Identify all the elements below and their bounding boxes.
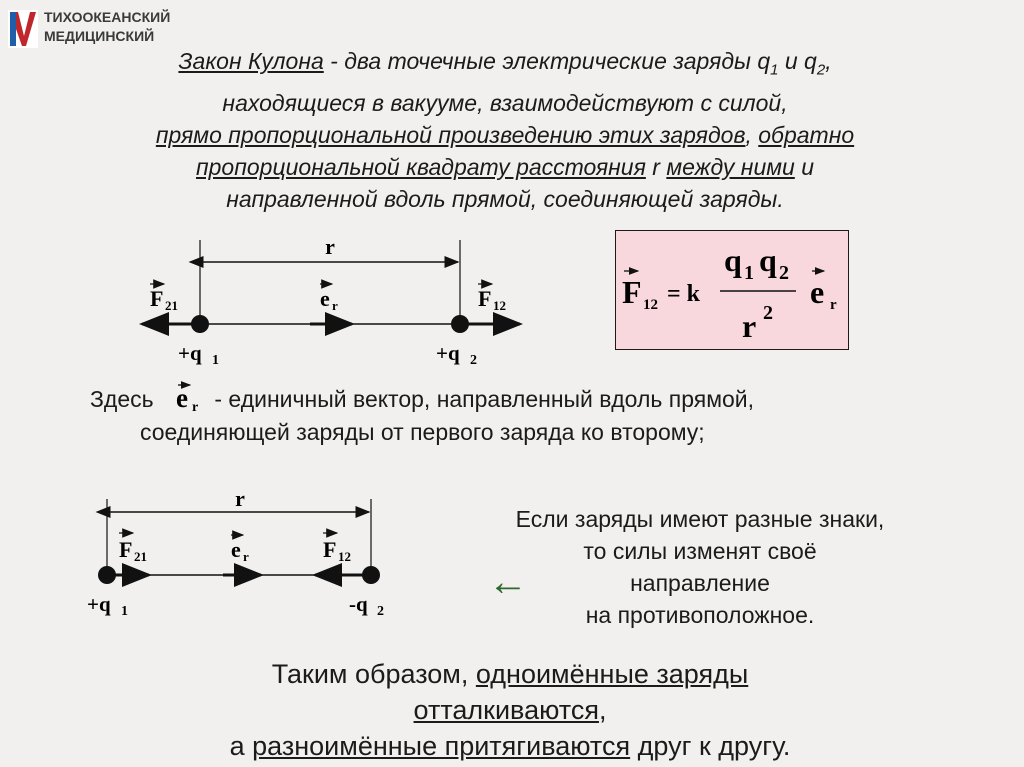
label-q1-2 (87, 592, 128, 619)
svg-text:e: e (320, 286, 330, 311)
logo-line1: ТИХООКЕАНСКИЙ (44, 9, 171, 25)
svg-text:-q: -q (349, 592, 368, 616)
svg-text:F: F (478, 286, 492, 311)
note-line-1: Если заряды имеют разные знаки, (515, 506, 885, 532)
formula-e-sub: r (830, 297, 837, 313)
r-label: r (325, 234, 335, 259)
formula-f-sub: 12 (643, 297, 658, 313)
svg-text:+q: +q (436, 341, 460, 365)
coulomb-formula (615, 230, 849, 350)
svg-text:r: r (332, 298, 338, 313)
svg-text:e: e (175, 383, 188, 411)
formula-q1: q (724, 242, 742, 278)
intro-line-3: прямо пропорциональной произведению этих зарядов, обратно (155, 121, 855, 148)
svg-text:r: r (191, 400, 199, 411)
svg-text:r: r (243, 549, 249, 564)
label-er (320, 284, 338, 313)
label-f21-2 (119, 533, 147, 564)
svg-text:+q: +q (87, 592, 111, 616)
conclusion-text (60, 656, 960, 764)
svg-text:F: F (119, 537, 133, 562)
term-coulomb-law: Закон Кулона (178, 48, 324, 74)
here-line-1: Здесь e r - единичный вектор, направленный вдоль прямой, (90, 381, 970, 416)
svg-text:2: 2 (377, 604, 384, 619)
arrow-left-icon: ← (488, 560, 528, 604)
intro-line-1: Закон Кулона - два точечные электрические заряды $q_1$ и $q_2$, (178, 48, 832, 79)
here-line-2: соединяющей заряды от первого заряда ко второму; (140, 419, 705, 445)
logo (6, 6, 181, 50)
label-f12 (478, 284, 506, 313)
charge-q2-dot-2 (362, 566, 380, 584)
intro-line-4: пропорциональной квадрату расстояния r между ними и (195, 153, 814, 180)
r2-label: r (235, 486, 245, 511)
unit-vector-note (90, 381, 970, 449)
formula-eq-k: = k (667, 281, 701, 307)
formula-r-exp: 2 (763, 302, 773, 324)
svg-text:1: 1 (744, 262, 754, 284)
charge-q1-dot-2 (98, 566, 116, 584)
conclusion-line-1: Таким образом, одноимённые заряды (271, 659, 749, 689)
formula-e: e (810, 274, 825, 310)
opposite-signs-note (430, 503, 970, 631)
formula-q2: q (759, 242, 777, 278)
note-line-4: на противоположное. (585, 602, 815, 628)
intro-line-2: находящиеся в вакууме, взаимодействуют с силой, (222, 89, 788, 116)
intro-line-5: направленной вдоль прямой, соединяющей заряды. (226, 185, 784, 212)
diagram-unlike-charges (75, 485, 415, 625)
svg-text:F: F (150, 286, 164, 311)
label-f21 (150, 284, 178, 313)
label-q1 (178, 341, 219, 368)
svg-text:21: 21 (134, 549, 147, 564)
svg-text:2: 2 (470, 353, 477, 368)
svg-text:1: 1 (121, 604, 128, 619)
coulomb-law-text (30, 45, 980, 215)
note-line-2: то силы изменят своё (583, 538, 817, 564)
svg-text:12: 12 (493, 298, 506, 313)
logo-line2: МЕДИЦИНСКИЙ (44, 28, 155, 44)
formula-graphic (616, 231, 848, 349)
svg-text:2: 2 (779, 262, 789, 284)
logo-mark-icon (6, 6, 40, 50)
formula-f: F (622, 274, 642, 310)
svg-text:21: 21 (165, 298, 178, 313)
svg-text:12: 12 (338, 549, 351, 564)
conclusion-line-2: отталкиваются, (413, 695, 607, 725)
label-q2 (436, 341, 477, 368)
here-e-symbol (174, 381, 208, 416)
svg-text:1: 1 (212, 353, 219, 368)
svg-text:F: F (323, 537, 337, 562)
svg-text:e: e (231, 537, 241, 562)
charge-q2-dot (451, 315, 469, 333)
note-line-3: направление (630, 570, 770, 596)
conclusion-line-3: а разноимённые притягиваются друг к другу. (229, 731, 791, 761)
label-er-2 (231, 535, 249, 564)
label-f12-2 (323, 533, 351, 564)
svg-text:+q: +q (178, 341, 202, 365)
charge-q1-dot (191, 315, 209, 333)
formula-r: r (742, 308, 757, 344)
diagram-like-charges (130, 232, 530, 372)
label-q2-2 (349, 592, 384, 619)
